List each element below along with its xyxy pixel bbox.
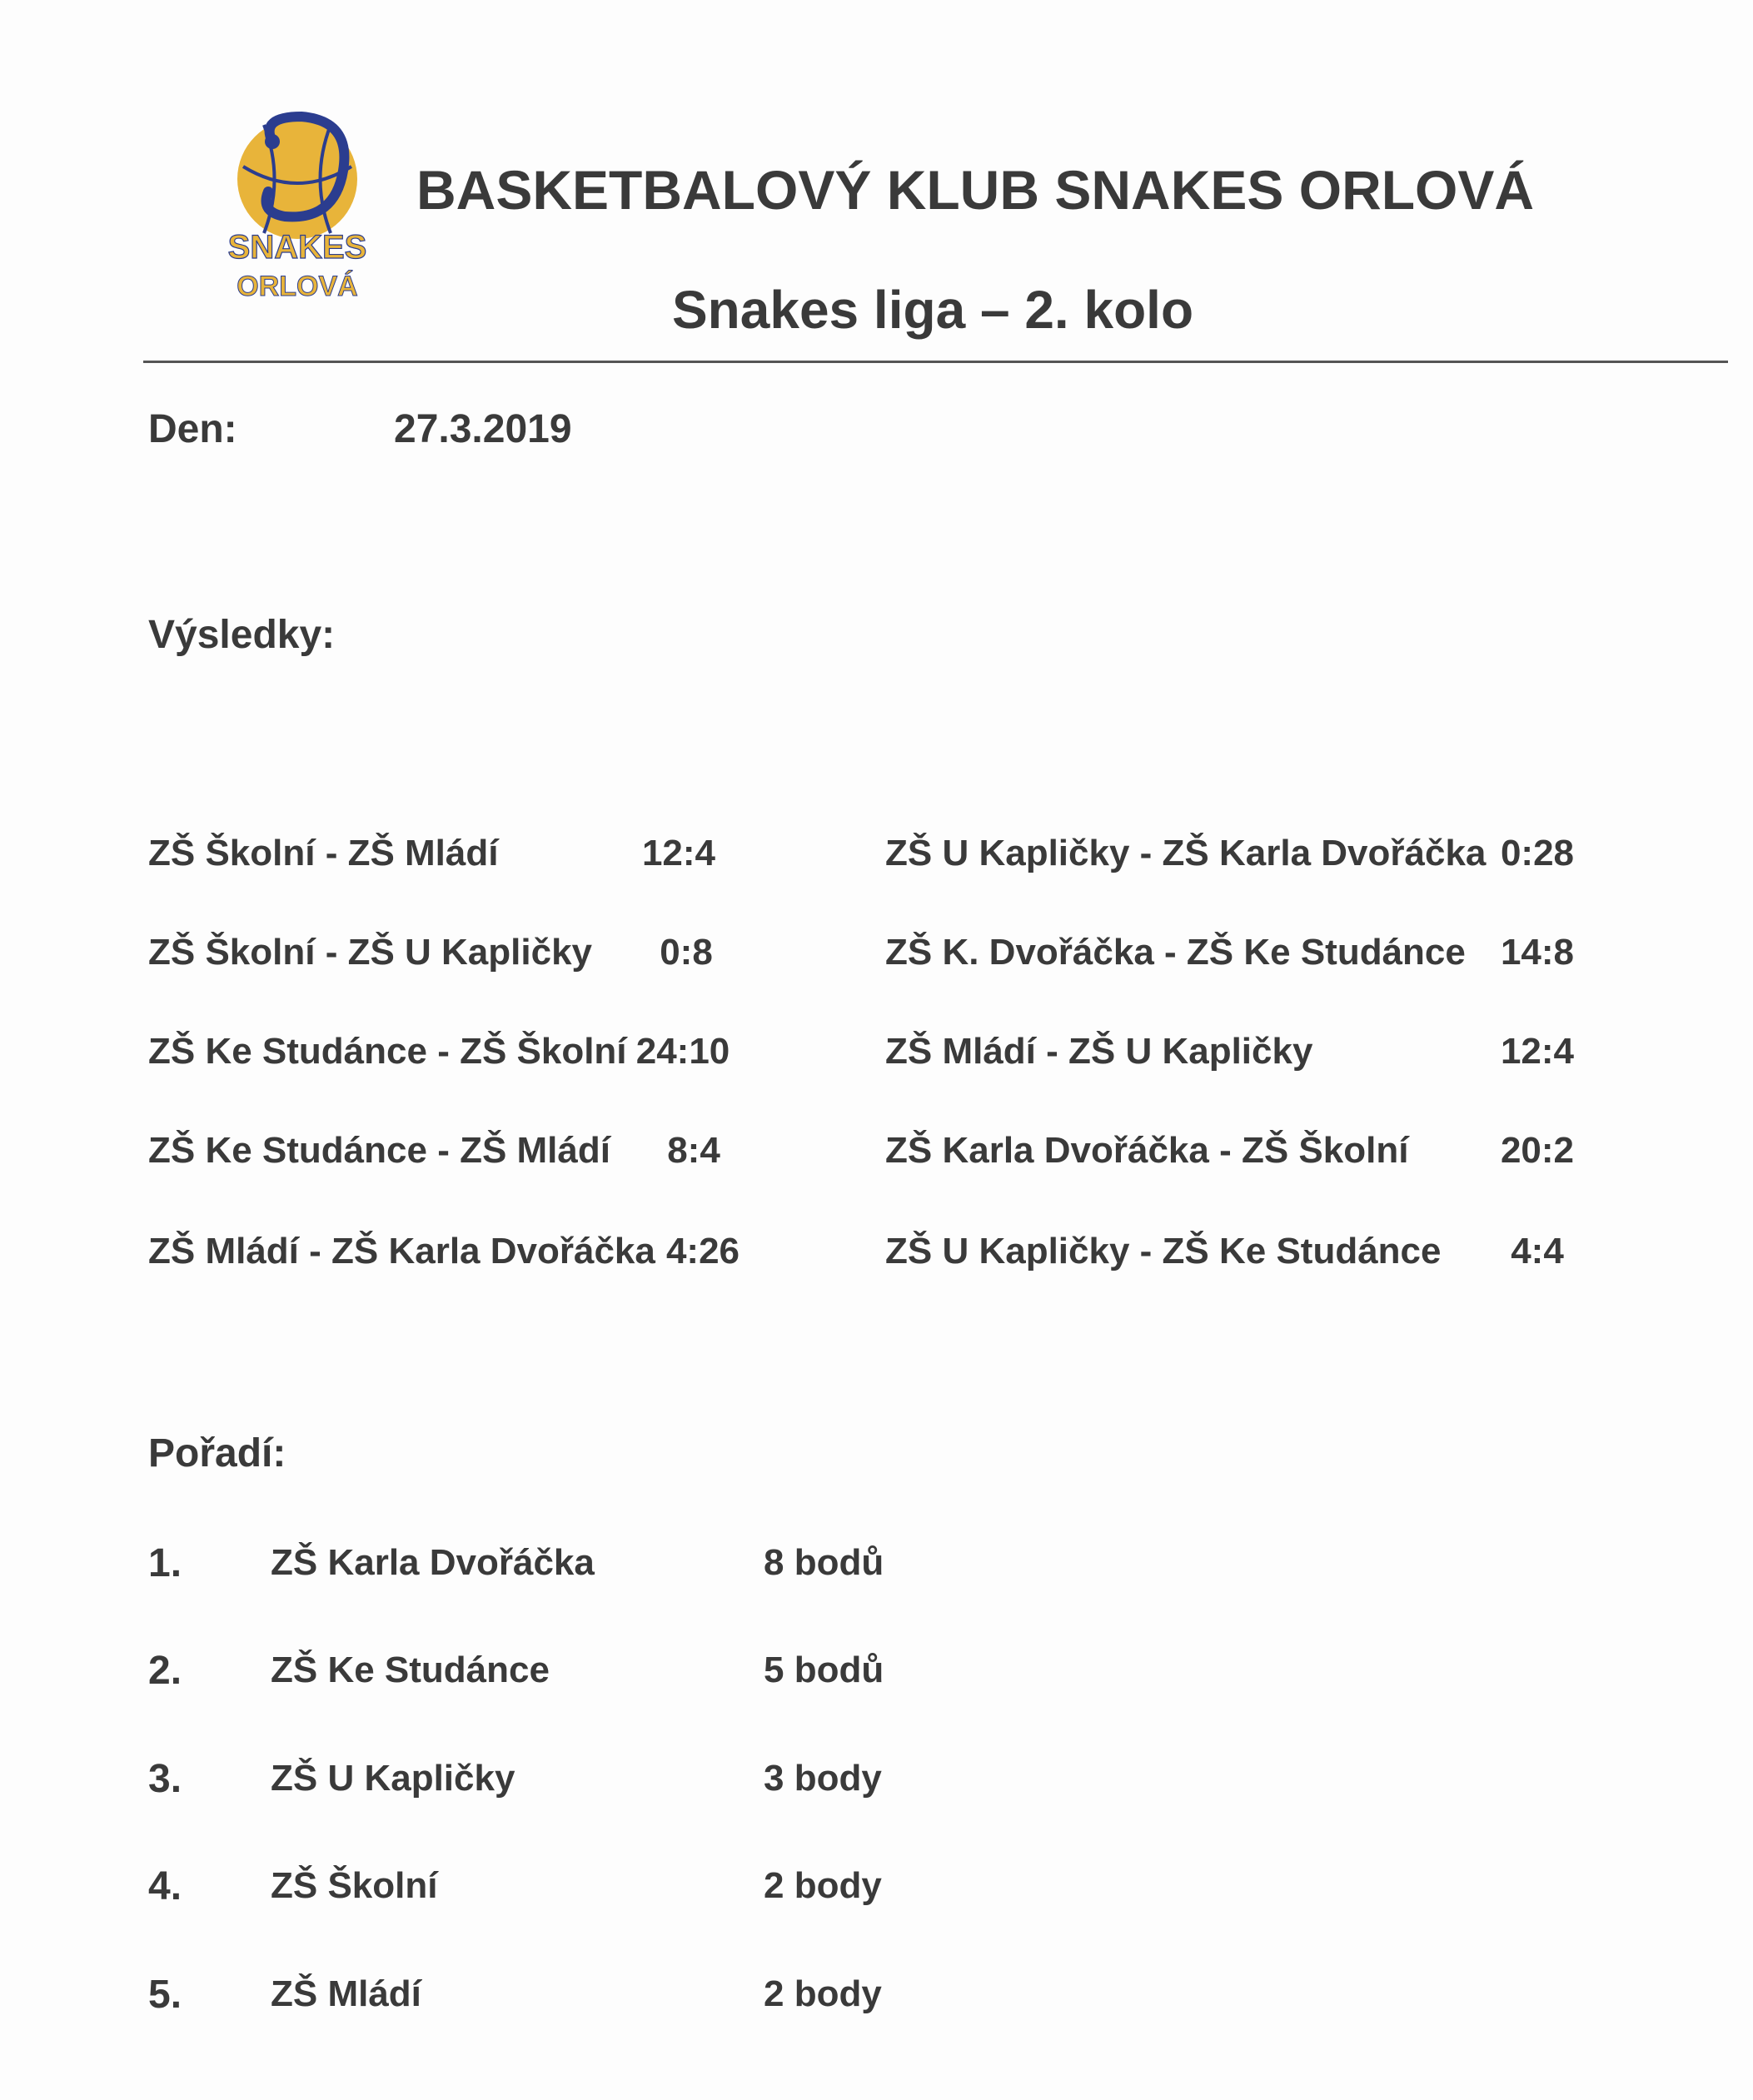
result-match: ZŠ Ke Studánce - ZŠ Mládí [148, 1130, 610, 1171]
standing-points: 8 bodů [764, 1542, 884, 1583]
result-score: 14:8 [1500, 932, 1575, 973]
date-label: Den: [148, 407, 237, 451]
standing-points: 2 body [764, 1973, 882, 2014]
result-match: ZŠ Mládí - ZŠ U Kapličky [885, 1031, 1313, 1072]
standing-team: ZŠ U Kapličky [271, 1758, 515, 1799]
result-score: 8:4 [667, 1130, 720, 1171]
round-title: Snakes liga – 2. kolo [671, 280, 1194, 340]
result-match: ZŠ U Kapličky - ZŠ Karla Dvořáčka [885, 833, 1487, 873]
standing-team: ZŠ Karla Dvořáčka [271, 1542, 595, 1583]
standing-points: 2 body [764, 1865, 882, 1906]
logo-text-top: SNAKES [227, 229, 367, 266]
standing-rank: 3. [148, 1757, 182, 1801]
result-score: 20:2 [1500, 1130, 1575, 1171]
standings-heading: Pořadí: [148, 1431, 286, 1475]
standing-points: 3 body [764, 1758, 882, 1799]
result-match: ZŠ K. Dvořáčka - ZŠ Ke Studánce [885, 932, 1466, 973]
club-logo [227, 108, 368, 308]
result-match: ZŠ Ke Studánce - ZŠ Školní [148, 1031, 627, 1072]
club-title: BASKETBALOVÝ KLUB SNAKES ORLOVÁ [416, 159, 1535, 221]
standing-team: ZŠ Ke Studánce [271, 1650, 550, 1690]
result-score: 0:8 [660, 932, 713, 973]
logo-text-bottom: ORLOVÁ [237, 271, 358, 302]
standing-rank: 1. [148, 1541, 182, 1585]
standing-rank: 5. [148, 1973, 182, 2017]
result-score: 4:26 [665, 1231, 740, 1271]
result-match: ZŠ Školní - ZŠ U Kapličky [148, 932, 593, 973]
result-score: 4:4 [1511, 1231, 1564, 1271]
result-score: 12:4 [641, 833, 716, 873]
result-match: ZŠ Karla Dvořáčka - ZŠ Školní [885, 1130, 1409, 1171]
standing-team: ZŠ Mládí [271, 1973, 421, 2014]
result-score: 12:4 [1500, 1031, 1575, 1072]
standing-rank: 2. [148, 1649, 182, 1693]
standing-points: 5 bodů [764, 1650, 884, 1690]
date-value: 27.3.2019 [394, 407, 572, 451]
standing-rank: 4. [148, 1864, 182, 1908]
header-divider [143, 361, 1728, 363]
result-match: ZŠ Mládí - ZŠ Karla Dvořáčka [148, 1231, 655, 1271]
result-match: ZŠ U Kapličky - ZŠ Ke Studánce [885, 1231, 1442, 1271]
standing-team: ZŠ Školní [271, 1865, 438, 1906]
result-match: ZŠ Školní - ZŠ Mládí [148, 833, 499, 873]
snake-basketball-logo-icon [227, 108, 368, 308]
result-score: 0:28 [1500, 833, 1575, 873]
result-score: 24:10 [635, 1031, 730, 1072]
results-heading: Výsledky: [148, 613, 336, 657]
